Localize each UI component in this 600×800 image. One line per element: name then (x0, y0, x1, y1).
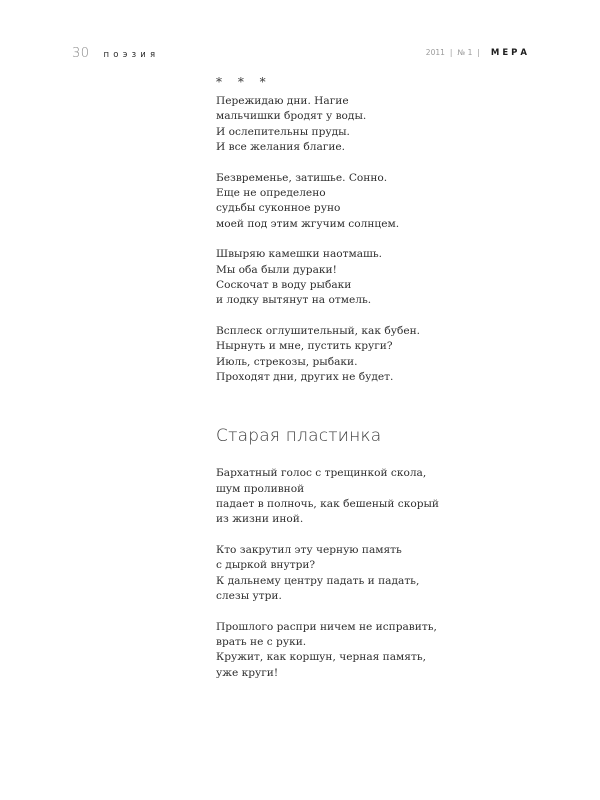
issue-year: 2011 (425, 48, 445, 57)
poems-column (216, 74, 516, 696)
poem-line: Соскочат в воду рыбаки (216, 278, 352, 291)
poem-line: Швыряю камешки наотмашь. (216, 248, 383, 261)
running-header-right (426, 48, 530, 58)
stanza (216, 466, 516, 527)
header-separator: | (477, 48, 480, 57)
poem-line: Мы оба были дураки! (216, 263, 337, 276)
poem-line: Всплеск оглушительный, как бубен. (216, 325, 421, 338)
running-header-left (72, 46, 159, 61)
poem-old-record (216, 426, 516, 681)
poem-line: Июль, стрекозы, рыбаки. (216, 355, 358, 368)
poem-line: И все желания благие. (216, 140, 346, 153)
stanza (216, 543, 516, 604)
magazine-title: МЕРА (490, 48, 530, 58)
poem-line: Проходят дни, других не будет. (216, 370, 394, 383)
page-number: 30 (72, 46, 90, 61)
poem-title: Старая пластинка (216, 426, 382, 447)
poem-line: Прошлого распри ничем не исправить, (216, 620, 437, 633)
poem-line: врать не с руки. (216, 635, 307, 648)
poem-line: Кто закрутил эту черную память (216, 543, 402, 556)
poem-line: слезы утри. (216, 589, 282, 602)
poem-line: падает в полночь, как бешеный скорый (216, 497, 439, 510)
poem-line: Бархатный голос с трещинкой скола, (216, 467, 427, 480)
issue-number: № 1 (457, 48, 473, 57)
poem-line: и лодку вытянут на отмель. (216, 294, 372, 307)
poem-line: моей под этим жгучим солнцем. (216, 217, 400, 230)
poem-line: судьбы суконное руно (216, 202, 341, 215)
poem-line: И ослепительны пруды. (216, 125, 350, 138)
poem-line: из жизни иной. (216, 513, 304, 526)
asterism-title: * * * (216, 75, 272, 89)
poem-line: мальчишки бродят у воды. (216, 110, 367, 123)
poem-line: с дыркой внутри? (216, 559, 316, 572)
section-name: поэзия (103, 50, 160, 60)
poem-line: Кружит, как коршун, черная память, (216, 651, 426, 664)
poem-line: Пережидаю дни. Нагие (216, 95, 349, 107)
poem-line: шум проливной (216, 482, 305, 495)
stanza (216, 620, 516, 681)
stanza (216, 94, 516, 155)
poem-line: Еще не определено (216, 186, 326, 199)
poem-line: Безвременье, затишье. Сонно. (216, 171, 388, 184)
poem-line: К дальнему центру падать и падать, (216, 574, 420, 587)
poem-line: Нырнуть и мне, пустить круги? (216, 340, 393, 353)
poem-untitled (216, 74, 516, 385)
header-separator: | (449, 48, 453, 57)
stanza (216, 324, 516, 385)
stanza (216, 247, 516, 308)
poem-line: уже круги! (216, 666, 279, 679)
stanza (216, 171, 516, 232)
